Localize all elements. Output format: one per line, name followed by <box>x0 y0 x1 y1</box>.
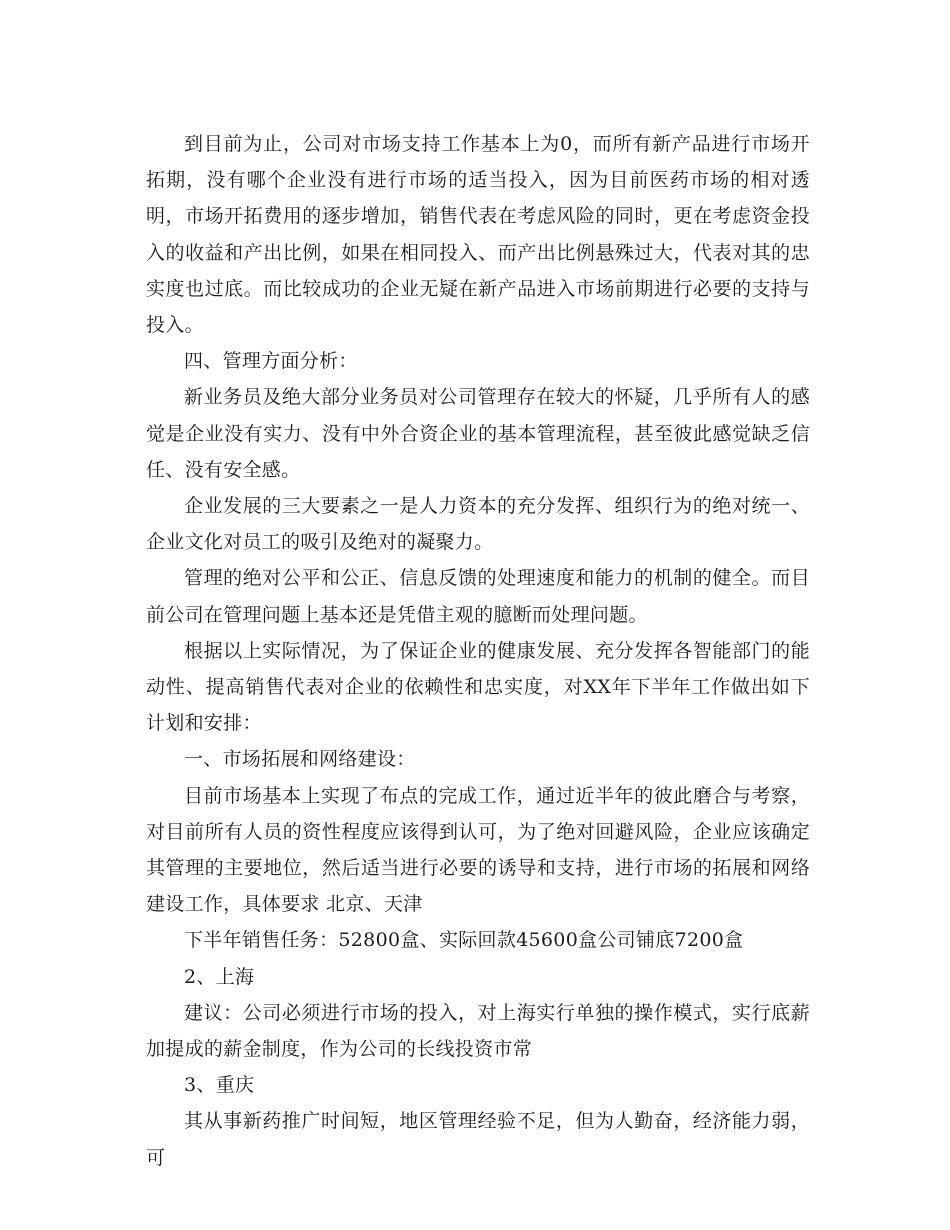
paragraph-market-support: 到目前为止，公司对市场支持工作基本上为0，而所有新产品进行市场开拓期，没有哪个企业没有进行市场的适当投入，因为目前医药市场的相对透明，市场开拓费用的逐步增加，销售代表在考虑风险的同时，更在考虑资金投入的收益和产出比例，如果在相同投入、而产出比例悬殊过大，代表对其的忠实度也过底。而比较成功的企业无疑在新产品进入市场前期进行必要的支持与投入。 <box>146 133 810 337</box>
heading-market-expansion: 一、市场拓展和网络建设： <box>184 748 416 771</box>
paragraph-shanghai-suggestion: 建议：公司必须进行市场的投入，对上海实行单独的操作模式，实行底薪加提成的薪金制度，作为公司的长线投资市常 <box>146 1001 810 1061</box>
heading-chongqing: 3、重庆 <box>184 1074 255 1097</box>
paragraph-staff-doubts: 新业务员及绝大部分业务员对公司管理存在较大的怀疑，几乎所有人的感觉是企业没有实力、没有中外合资企业的基本管理流程，甚至彼此感觉缺乏信任、没有安全感。 <box>146 386 810 481</box>
paragraph-network-building: 目前市场基本上实现了布点的完成工作，通过近半年的彼此磨合与考察，对目前所有人员的资性程度应该得到认可，为了绝对回避风险，企业应该确定其管理的主要地位，然后适当进行必要的诱导和支持，进行市场的拓展和网络建设工作，具体要求 北京、天津 <box>146 784 810 916</box>
heading-management-analysis: 四、管理方面分析： <box>184 350 358 373</box>
paragraph-three-elements: 企业发展的三大要素之一是人力资本的充分发挥、组织行为的绝对统一、企业文化对员工的吸引及绝对的凝聚力。 <box>146 495 810 554</box>
paragraph-sales-target: 下半年销售任务：52800盒、实际回款45600盒公司铺底7200盒 <box>184 929 744 952</box>
paragraph-plan-intro: 根据以上实际情况，为了保证企业的健康发展、充分发挥各智能部门的能动性、提高销售代表对企业的依赖性和忠实度，对XX年下半年工作做出如下计划和安排： <box>146 639 810 735</box>
paragraph-management-fairness: 管理的绝对公平和公正、信息反馈的处理速度和能力的机制的健全。而目前公司在管理问题上基本还是凭借主观的臆断而处理问题。 <box>146 567 810 626</box>
paragraph-chongqing: 其从事新药推广时间短，地区管理经验不足，但为人勤奋，经济能力弱，可 <box>146 1110 810 1169</box>
heading-shanghai: 2、上海 <box>184 965 255 988</box>
document-body <box>146 126 810 1176</box>
